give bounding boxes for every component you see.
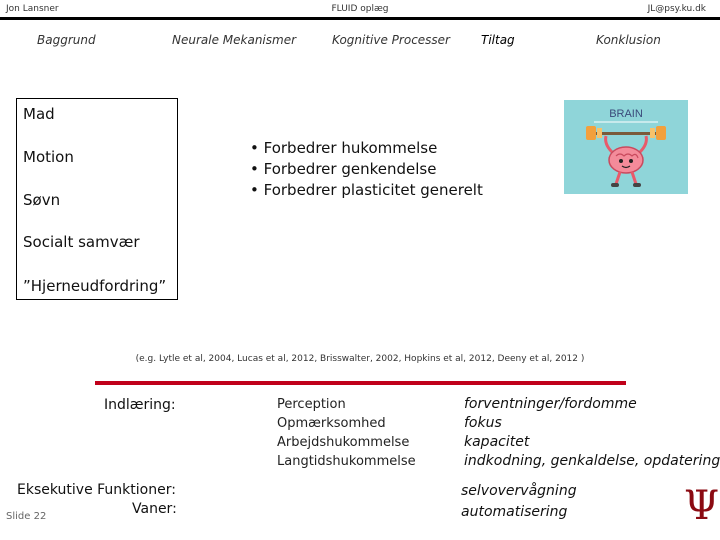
process-item: Langtidshukommelse: [277, 454, 416, 469]
bullet-item: • Forbedrer genkendelse: [250, 160, 437, 178]
process-item: Arbejdshukommelse: [277, 435, 410, 450]
box-item-socialt-samvaer: Socialt samvær: [23, 233, 140, 251]
header-email: JL@psy.ku.dk: [647, 4, 706, 14]
image-label: BRAIN: [609, 108, 643, 120]
university-logo-icon: Ψ: [684, 483, 720, 529]
references: (e.g. Lytle et al, 2004, Lucas et al, 2012, Brisswalter, 2002, Hopkins et al, 2012, Deeny et al, 2012 ): [135, 354, 585, 364]
nav-tiltag[interactable]: Tiltag: [481, 33, 515, 47]
cognitive-processes-list: [277, 395, 416, 471]
effect-item: indkodning, genkaldelse, opdatering: [464, 453, 720, 469]
brain-exercise-image: [564, 100, 688, 194]
nav-kognitive-processer[interactable]: Kognitive Processer: [332, 33, 450, 47]
process-item: Perception: [277, 397, 346, 412]
accent-divider: [95, 381, 626, 385]
bullet-item: • Forbedrer plasticitet generelt: [250, 181, 483, 199]
effect-item: forventninger/fordomme: [464, 396, 637, 412]
learning-label: Indlæring:: [104, 397, 176, 413]
process-item: Opmærksomhed: [277, 416, 386, 431]
effect-item: automatisering: [461, 504, 568, 520]
nav-baggrund[interactable]: Baggrund: [37, 33, 96, 47]
benefit-bullets: [250, 138, 483, 201]
habits-label: Vaner:: [132, 501, 177, 517]
box-item-sovn: Søvn: [23, 191, 61, 209]
effect-item: fokus: [464, 415, 502, 431]
box-item-motion: Motion: [23, 148, 74, 166]
exec-label: Eksekutive Funktioner:: [17, 482, 176, 498]
slide-number: Slide 22: [6, 511, 47, 522]
exec-effects-list: [461, 481, 577, 523]
nav-neurale-mekanismer[interactable]: Neurale Mekanismer: [172, 33, 297, 47]
learning-effects-list: [464, 395, 720, 471]
effect-item: kapacitet: [464, 434, 530, 450]
brain-icon: [564, 100, 688, 194]
top-divider: [0, 17, 720, 20]
box-item-mad: Mad: [23, 105, 55, 123]
header-title: FLUID oplæg: [331, 4, 389, 14]
nav-konklusion[interactable]: Konklusion: [596, 33, 661, 47]
effect-item: selvovervågning: [461, 483, 577, 499]
header-author: Jon Lansner: [6, 4, 59, 14]
bullet-item: • Forbedrer hukommelse: [250, 139, 438, 157]
box-item-hjerneudfordring: ”Hjerneudfordring”: [23, 277, 167, 295]
